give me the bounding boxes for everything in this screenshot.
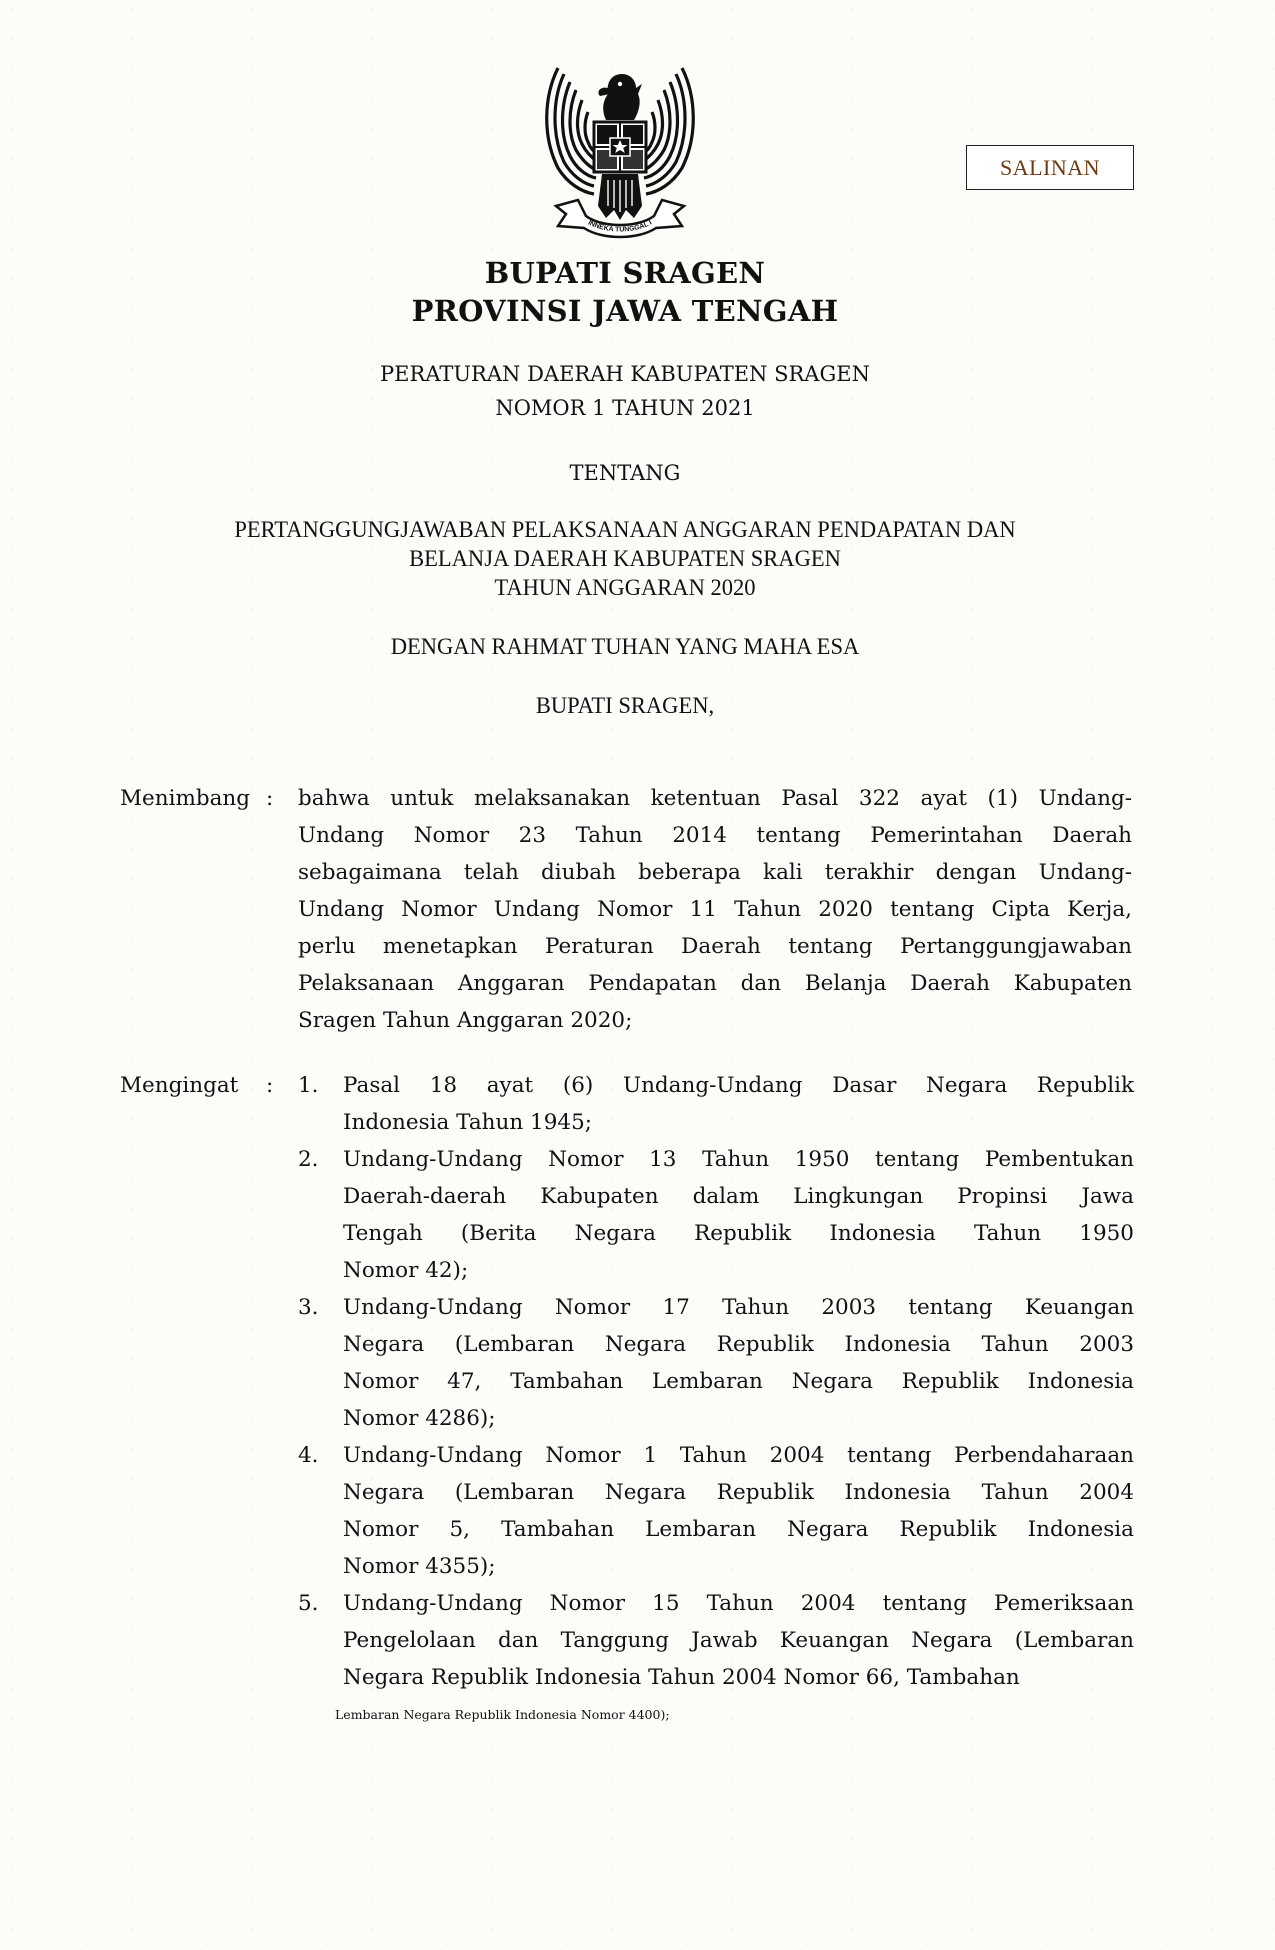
mengingat-item-4	[298, 1437, 1134, 1585]
item-line: Undang-Undang Nomor 13 Tahun 1950 tentang Pembentukan	[343, 1147, 1134, 1172]
item-line: Lembaran Negara Republik Indonesia Nomor 4400);	[335, 1707, 670, 1722]
item-line: Negara (Lembaran Negara Republik Indonesia Tahun 2004	[343, 1480, 1134, 1505]
mengingat-item-5	[298, 1585, 1134, 1733]
mengingat-item-2	[298, 1141, 1134, 1289]
emblem-motto: INNEKA TUNGGAL I	[586, 219, 654, 234]
garuda-emblem	[538, 56, 702, 246]
item-number: 4.	[298, 1443, 319, 1468]
regulation-about-label: TENTANG	[569, 461, 681, 485]
issuer-province: PROVINSI JAWA TENGAH	[411, 294, 839, 328]
item-line: Negara (Lembaran Negara Republik Indonesia Tahun 2003	[343, 1332, 1134, 1357]
mengingat-label: Mengingat	[120, 1073, 239, 1098]
item-line: Tengah (Berita Negara Republik Indonesia Tahun 1950	[343, 1221, 1134, 1246]
mengingat-list	[298, 1067, 1134, 1733]
menimbang-line: sebagaimana telah diubah beberapa kali terakhir dengan Undang-	[298, 860, 1132, 885]
item-line: Nomor 4286);	[343, 1406, 496, 1431]
issuer-title: BUPATI SRAGEN	[484, 256, 766, 290]
invocation: DENGAN RAHMAT TUHAN YANG MAHA ESA	[390, 634, 860, 659]
copy-stamp-label: SALINAN	[999, 154, 1101, 180]
menimbang-label: Menimbang	[120, 786, 251, 811]
mengingat-colon: :	[266, 1073, 274, 1098]
regulation-title-line-3: TAHUN ANGGARAN 2020	[494, 575, 756, 600]
menimbang-line: Undang Nomor Undang Nomor 11 Tahun 2020 tentang Cipta Kerja,	[298, 897, 1132, 922]
item-number: 5.	[298, 1591, 319, 1616]
menimbang-line: Sragen Tahun Anggaran 2020;	[298, 1008, 633, 1033]
item-line: Pengelolaan dan Tanggung Jawab Keuangan Negara (Lembaran	[343, 1628, 1134, 1653]
regulation-number: NOMOR 1 TAHUN 2021	[495, 396, 755, 420]
regulation-title-line-1: PERTANGGUNGJAWABAN PELAKSANAAN ANGGARAN PENDAPATAN DAN	[234, 517, 1016, 542]
item-line: Pasal 18 ayat (6) Undang-Undang Dasar Negara Republik	[343, 1073, 1134, 1098]
menimbang-text	[298, 780, 1132, 1039]
menimbang-colon: :	[266, 786, 274, 811]
menimbang-line: perlu menetapkan Peraturan Daerah tentang Pertanggungjawaban	[298, 934, 1132, 959]
item-line: Undang-Undang Nomor 17 Tahun 2003 tentang Keuangan	[343, 1295, 1134, 1320]
regulation-title-line-2: BELANJA DAERAH KABUPATEN SRAGEN	[409, 546, 841, 571]
item-line: Nomor 42);	[343, 1258, 469, 1283]
item-line: Negara Republik Indonesia Tahun 2004 Nomor 66, Tambahan	[343, 1665, 1020, 1690]
enactor: BUPATI SRAGEN,	[535, 693, 715, 718]
copy-stamp	[966, 145, 1134, 190]
menimbang-line: Undang Nomor 23 Tahun 2014 tentang Pemerintahan Daerah	[298, 823, 1132, 848]
item-line: Indonesia Tahun 1945;	[343, 1110, 593, 1135]
mengingat-item-1	[298, 1067, 1134, 1141]
menimbang-line: Pelaksanaan Anggaran Pendapatan dan Belanja Daerah Kabupaten	[298, 971, 1132, 996]
item-line: Daerah-daerah Kabupaten dalam Lingkungan Propinsi Jawa	[343, 1184, 1134, 1209]
item-number: 2.	[298, 1147, 319, 1172]
item-line: Nomor 4355);	[343, 1554, 496, 1579]
regulation-type: PERATURAN DAERAH KABUPATEN SRAGEN	[380, 362, 870, 386]
item-line: Nomor 47, Tambahan Lembaran Negara Republik Indonesia	[343, 1369, 1134, 1394]
mengingat-item-3	[298, 1289, 1134, 1437]
item-line: Undang-Undang Nomor 1 Tahun 2004 tentang Perbendaharaan	[343, 1443, 1134, 1468]
garuda-emblem-icon	[538, 56, 702, 246]
menimbang-line: bahwa untuk melaksanakan ketentuan Pasal 322 ayat (1) Undang-	[298, 786, 1132, 811]
item-number: 1.	[298, 1073, 319, 1098]
item-number: 3.	[298, 1295, 319, 1320]
item-line: Nomor 5, Tambahan Lembaran Negara Republik Indonesia	[343, 1517, 1134, 1542]
item-line: Undang-Undang Nomor 15 Tahun 2004 tentang Pemeriksaan	[343, 1591, 1134, 1616]
